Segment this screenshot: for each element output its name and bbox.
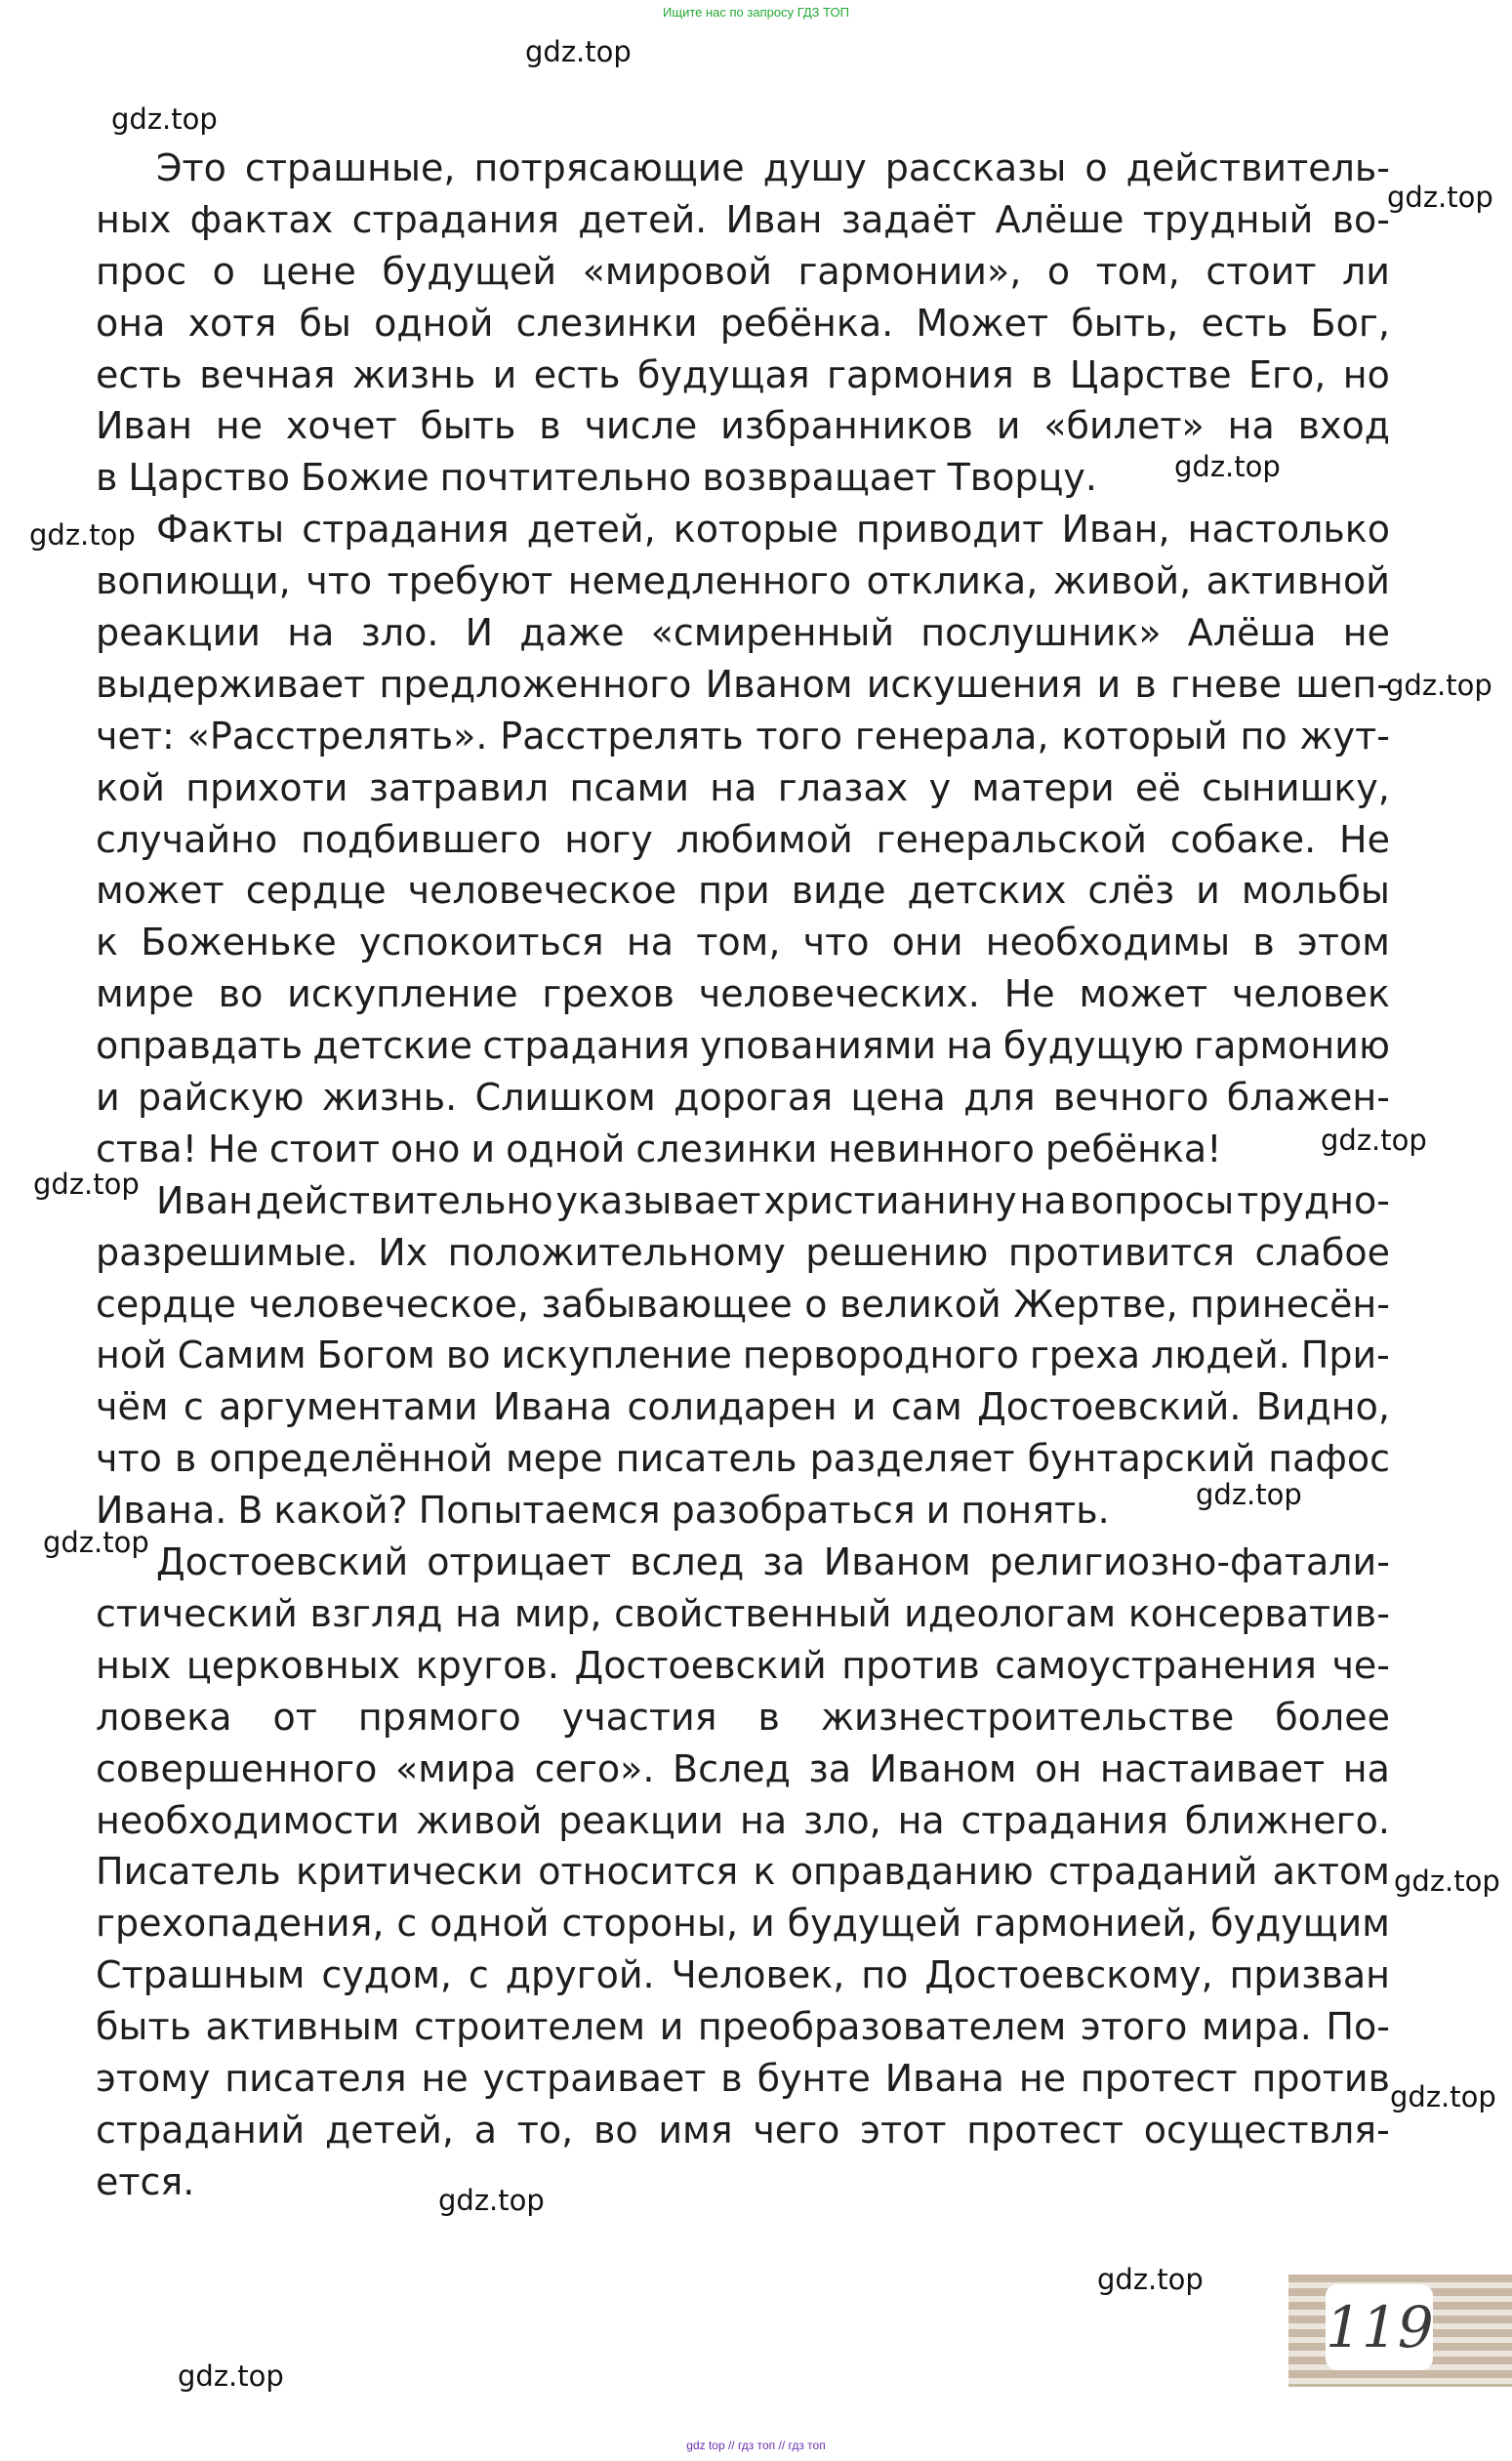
text-line: в Царство Божие почтительно возвращает Творцу. <box>96 456 1097 500</box>
text-line: ной Самим Богом во искупление первородного греха людей. При- <box>96 1333 1390 1377</box>
text-line: Иван действительно указывает христианину на вопросы трудно- <box>156 1178 1390 1222</box>
text-line: мире во искупление грехов человеческих. Не может человек <box>96 972 1390 1016</box>
text-line: чём с аргументами Ивана солидарен и сам Достоевский. Видно, <box>96 1385 1390 1429</box>
text-line: Страшным судом, с другой. Человек, по Достоевскому, призван <box>96 1953 1390 1997</box>
watermark: gdz.top <box>525 35 632 68</box>
search-hint-banner: Ищите нас по запросу ГДЗ ТОП <box>663 5 849 20</box>
text-line: совершенного «мира сего». Вслед за Иваном он настаивает на <box>96 1746 1390 1790</box>
text-line: разрешимые. Их положительному решению противится слабое <box>96 1230 1390 1274</box>
text-line: Иван не хочет быть в числе избранников и «билет» на вход <box>96 404 1390 448</box>
text-line: страданий детей, а то, во имя чего этот протест осуществля- <box>96 2108 1390 2152</box>
text-line: быть активным строителем и преобразователем этого мира. По- <box>96 2005 1390 2049</box>
text-line: и райскую жизнь. Слишком дорогая цена для вечного блажен- <box>96 1076 1390 1120</box>
watermark: gdz.top <box>33 1168 140 1201</box>
text-line: Писатель критически относится к оправданию страданий актом <box>96 1850 1390 1894</box>
text-line: ных фактах страдания детей. Иван задаёт Алёше трудный во- <box>96 197 1390 241</box>
text-line: необходимости живой реакции на зло, на страдания ближнего. <box>96 1798 1390 1842</box>
text-line: оправдать детские страдания упованиями на будущую гармонию <box>96 1024 1390 1068</box>
text-line: стический взгляд на мир, свойственный идеологам консерватив- <box>96 1591 1390 1635</box>
text-line: реакции на зло. И даже «смиренный послушник» Алёша не <box>96 611 1390 655</box>
text-line: Ивана. В какой? Попытаемся разобраться и понять. <box>96 1489 1110 1533</box>
watermark: gdz.top <box>1174 450 1281 483</box>
text-line: ства! Не стоит оно и одной слезинки невинного ребёнка! <box>96 1127 1222 1170</box>
watermark: gdz.top <box>1390 2080 1496 2113</box>
text-line: ловека от прямого участия в жизнестроительстве более <box>96 1695 1390 1739</box>
text-line: что в определённой мере писатель разделяет бунтарский пафос <box>96 1437 1390 1481</box>
page-number: 119 <box>1326 2284 1433 2370</box>
watermark: gdz.top <box>111 103 218 136</box>
watermark: gdz.top <box>1386 669 1492 702</box>
text-line: этому писателя не устраивает в бунте Ивана не протест против <box>96 2056 1390 2100</box>
text-line: она хотя бы одной слезинки ребёнка. Может быть, есть Бог, <box>96 301 1390 345</box>
watermark: gdz.top <box>178 2359 284 2393</box>
watermark: gdz.top <box>1196 1478 1302 1511</box>
text-line: сердце человеческое, забывающее о великой Жертве, принесён- <box>96 1282 1390 1326</box>
watermark: gdz.top <box>29 518 136 552</box>
text-line: грехопадения, с одной стороны, и будущей гармонией, будущим <box>96 1902 1390 1946</box>
text-line: прос о цене будущей «мировой гармонии», о том, стоит ли <box>96 249 1390 293</box>
text-line: Это страшные, потрясающие душу рассказы о действитель- <box>156 146 1390 189</box>
footer-note: gdz top // гдз топ // гдз топ <box>686 2439 826 2452</box>
text-line: ных церковных кругов. Достоевский против самоустранения че- <box>96 1643 1390 1687</box>
text-line: выдерживает предложенного Иваном искушения и в гневе шеп- <box>96 662 1390 706</box>
text-line: может сердце человеческое при виде детских слёз и мольбы <box>96 869 1390 913</box>
watermark: gdz.top <box>438 2184 545 2217</box>
text-line: кой прихоти затравил псами на глазах у матери её сынишку, <box>96 765 1390 809</box>
text-line: ется. <box>96 2159 195 2203</box>
watermark: gdz.top <box>43 1526 149 1559</box>
watermark: gdz.top <box>1387 181 1493 214</box>
text-line: Достоевский отрицает вслед за Иваном религиозно-фатали- <box>156 1540 1390 1584</box>
watermark: gdz.top <box>1097 2263 1204 2296</box>
text-line: есть вечная жизнь и есть будущая гармония в Царстве Его, но <box>96 352 1390 396</box>
text-line: чет: «Расстрелять». Расстрелять того генерала, который по жут- <box>96 714 1390 758</box>
watermark: gdz.top <box>1394 1865 1500 1898</box>
text-line: случайно подбившего ногу любимой генеральской собаке. Не <box>96 817 1390 861</box>
text-line: Факты страдания детей, которые приводит Иван, настолько <box>156 508 1390 552</box>
text-line: к Боженьке успокоиться на том, что они необходимы в этом <box>96 921 1390 964</box>
watermark: gdz.top <box>1321 1124 1427 1157</box>
text-line: вопиющи, что требуют немедленного отклика, живой, активной <box>96 559 1390 603</box>
